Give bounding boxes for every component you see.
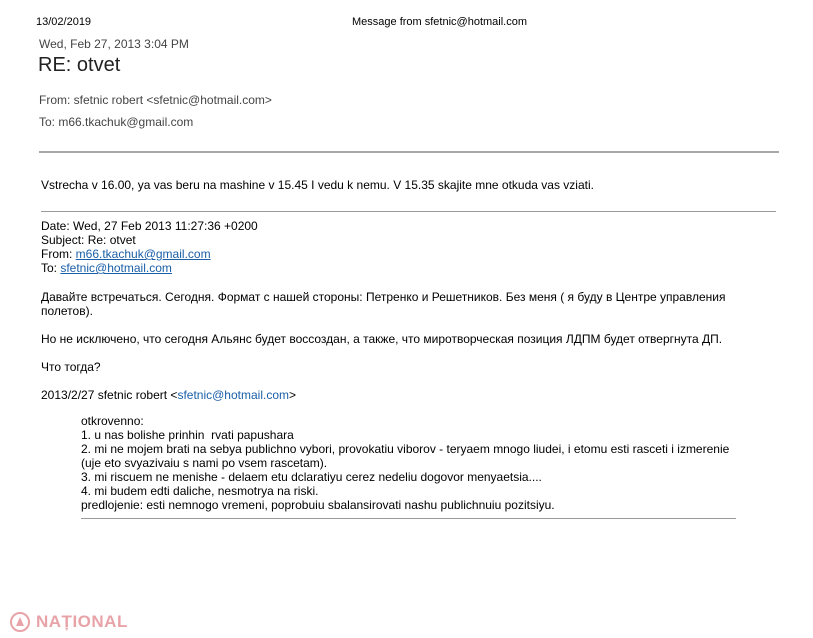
inner-quote-line: 2. mi ne mojem brati na sebya publichno vybori, provokatiu viborov - teryaem mnogo liudei, i etomu esti rasceti i izmerenie (uje eto svyazivaiu s nami po vsem rascetam). (81, 442, 733, 470)
sent-date: Wed, Feb 27, 2013 3:04 PM (39, 37, 189, 51)
message-body: Vstrecha v 16.00, ya vas beru na mashine v 15.45 I vedu k nemu. V 15.35 skajite mne otkuda vas vziati. (41, 178, 594, 192)
inner-quote-line: 3. mi riscuem ne menishe - delaem etu dclaratiyu cerez nedeliu dogovor menyaetsia.... (81, 470, 542, 484)
quoted-to (41, 261, 258, 275)
header-divider (39, 151, 779, 153)
quoted-from-email-link[interactable]: m66.tkachuk@gmail.com (75, 247, 211, 261)
watermark-text: NAȚIONAL (36, 612, 128, 631)
message-subject: RE: otvet (38, 54, 121, 76)
inner-quote-line: 1. u nas bolishe prinhin rvati papushara (81, 428, 294, 442)
quote-divider (41, 211, 776, 212)
inner-quote-line: predlojenie: esti nemnogo vremeni, poprobuiu sbalansirovati nashu publichnuiu pozitsiyu. (81, 498, 555, 512)
inner-quote-divider (81, 518, 736, 519)
quoted-date: Date: Wed, 27 Feb 2013 11:27:36 +0200 (41, 219, 258, 233)
watermark-mark-icon (10, 612, 30, 632)
quoted-header (41, 219, 258, 275)
reply-attribution (41, 388, 741, 402)
reply-prefix: 2013/2/27 sfetnic robert < (41, 388, 178, 402)
quoted-paragraph-3: Что тогда? (41, 360, 101, 374)
print-title: Message from sfetnic@hotmail.com (352, 16, 528, 28)
message-from: From: sfetnic robert <sfetnic@hotmail.com> (39, 93, 272, 107)
quoted-from (41, 247, 258, 261)
quoted-from-label: From: (41, 247, 76, 261)
quoted-paragraph-1: Давайте встречаться. Сегодня. Формат с нашей стороны: Петренко и Решетников. Без меня ( я буду в Центре управления полетов). (41, 290, 726, 318)
print-date: 13/02/2019 (36, 16, 92, 28)
inner-quote-line: 4. mi budem edti daliche, nesmotrya na riski. (81, 484, 319, 498)
inner-quote (81, 414, 741, 512)
message-to: To: m66.tkachuk@gmail.com (39, 115, 194, 129)
quoted-paragraph-2: Но не исключено, что сегодня Альянс будет воссоздан, а также, что миротворческая позиция ЛДПМ будет отвергнута ДП. (41, 332, 723, 346)
quoted-to-email-link[interactable]: sfetnic@hotmail.com (60, 261, 172, 275)
inner-quote-line: otkrovenno: (81, 414, 144, 428)
quoted-subject: Subject: Re: otvet (41, 233, 136, 247)
reply-suffix: > (289, 388, 297, 402)
quoted-to-label: To: (41, 261, 61, 275)
reply-email-link[interactable]: sfetnic@hotmail.com (177, 388, 289, 402)
watermark-logo (10, 612, 128, 632)
